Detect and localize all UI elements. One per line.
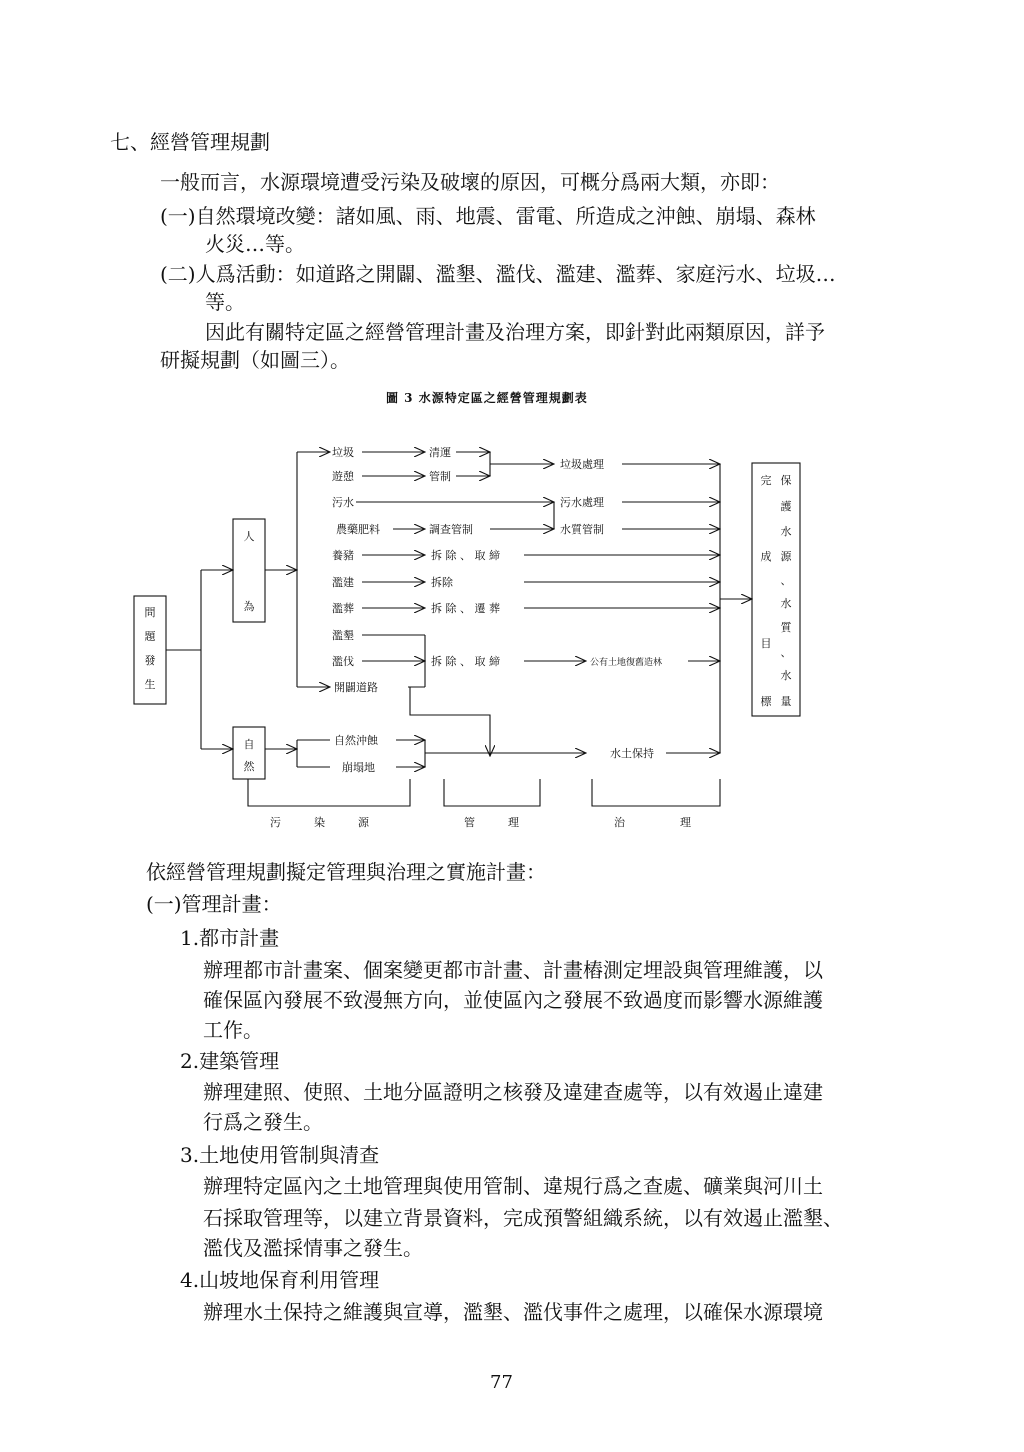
item3-line2: 石採取管理等，以建立背景資料，完成預警組織系統，以有效遏止濫墾、 [203,1206,843,1230]
source-landslide: 崩塌地 [342,761,375,774]
goal-col1-3: 目 [760,637,772,650]
item3-line3: 濫伐及濫採情事之發生。 [203,1236,423,1260]
natural-char-1: 自 [243,738,255,751]
item2-title: 2.建築管理 [180,1049,280,1073]
treat-garbage: 垃圾處理 [560,458,604,471]
source-sewage: 污水 [332,496,354,509]
goal-col2-9: 水 [780,669,792,682]
goal-col1-1: 完 [760,474,772,487]
goal-col1-2: 成 [760,550,772,563]
treat-sewage: 污水處理 [560,496,604,509]
mgmt-plan-heading: (一)管理計畫： [146,892,282,916]
cause2-line1: (二)人爲活動：如道路之開闢、濫墾、濫伐、濫建、濫葬、家庭污水、垃圾… [160,262,836,286]
bracket-label-pollution: 污 染 源 [270,816,369,829]
mgmt-demolish-ban-1: 拆 除 、 取 締 [431,549,500,562]
source-erosion: 自然沖蝕 [334,734,378,747]
source-illegal-burial: 濫葬 [332,602,354,615]
treat-water-quality: 水質管制 [560,523,604,536]
para-line2: 研擬規劃（如圖三）。 [160,348,350,372]
goal-col2-1: 保 [780,474,792,487]
item2-line1: 辦理建照、使照、土地分區證明之核發及違建查處等，以有效遏止違建 [203,1080,823,1104]
item2-line2: 行爲之發生。 [203,1110,323,1134]
goal-col2-2: 護 [780,500,792,513]
goal-col2-10: 量 [780,695,792,708]
mgmt-demolish-relocate: 拆 除 、 遷 葬 [431,602,500,615]
treatment-bracket [592,779,720,806]
page-number: 77 [490,1372,513,1393]
section-title: 七、經營管理規劃 [110,130,270,154]
mgmt-clean: 清運 [429,446,451,459]
figure-caption: 圖 3 水源特定區之經營管理規劃表 [386,391,588,405]
item4-line1: 辦理水土保持之維護與宣導，濫墾、濫伐事件之處理，以確保水源環境 [203,1300,823,1324]
treat-reforest: 公有土地復舊造林 [590,658,663,668]
goal-col2-7: 質 [780,621,792,634]
mgmt-survey: 調查管制 [429,523,473,536]
cause1-line1: (一)自然環境改變：諸如風、雨、地震、雷電、所造成之沖蝕、崩塌、森林 [160,204,816,228]
item1-line1: 辦理都市計畫案、個案變更都市計畫、計畫樁測定埋設與管理維護，以 [203,958,823,982]
problem-char-2: 題 [144,630,156,643]
goal-col2-5: 、 [780,574,792,587]
management-bracket [444,779,540,806]
cause1-line2: 火災…等。 [205,232,305,256]
natural-char-2: 然 [243,760,255,773]
bracket-label-treatment: 治 理 [614,816,691,829]
bracket-label-management: 管 理 [464,816,519,829]
pollution-bracket [248,779,410,806]
item3-line1: 辦理特定區內之土地管理與使用管制、違規行爲之查處、礦業與河川土 [203,1174,823,1198]
item4-title: 4.山坡地保育利用管理 [180,1268,380,1292]
item1-line2: 確保區內發展不致漫無方向，並使區內之發展不致過度而影響水源維護 [203,988,823,1012]
goal-col1-4: 標 [760,695,772,708]
source-tourism: 遊憩 [332,470,354,483]
human-char-1: 人 [243,530,255,543]
item1-title: 1.都市計畫 [180,926,280,950]
source-illegal-log: 濫伐 [332,655,354,668]
source-livestock: 養豬 [332,549,354,562]
item1-line3: 工作。 [203,1018,263,1042]
problem-char-1: 問 [144,606,156,619]
problem-char-4: 生 [144,678,156,691]
problem-char-3: 發 [144,654,156,667]
goal-col2-4: 源 [780,550,792,563]
human-char-2: 為 [243,600,255,613]
treat-soil-water: 水土保持 [610,747,654,760]
para-line1: 因此有關特定區之經營管理計畫及治理方案，即針對此兩類原因，詳予 [205,320,825,344]
mgmt-control: 管制 [429,470,451,483]
source-illegal-build: 濫建 [332,576,354,589]
item3-title: 3.土地使用管制與清查 [180,1143,380,1167]
source-pesticide: 農藥肥料 [336,523,380,536]
goal-col2-3: 水 [780,525,792,538]
mgmt-demolish-ban-2: 拆 除 、 取 締 [431,655,500,668]
source-garbage: 垃圾 [332,446,354,459]
impl-intro: 依經營管理規劃擬定管理與治理之實施計畫： [146,860,546,884]
source-illegal-clear: 濫墾 [332,629,354,642]
cause2-line2: 等。 [205,290,245,314]
goal-box [752,463,800,716]
mgmt-demolish: 拆除 [431,576,453,589]
goal-col2-6: 水 [780,597,792,610]
goal-col2-8: 、 [780,646,792,659]
management-planning-diagram [0,430,1024,840]
intro-text: 一般而言，水源環境遭受污染及破壞的原因，可概分爲兩大類，亦即： [160,170,780,194]
source-road: 開闢道路 [334,681,378,694]
